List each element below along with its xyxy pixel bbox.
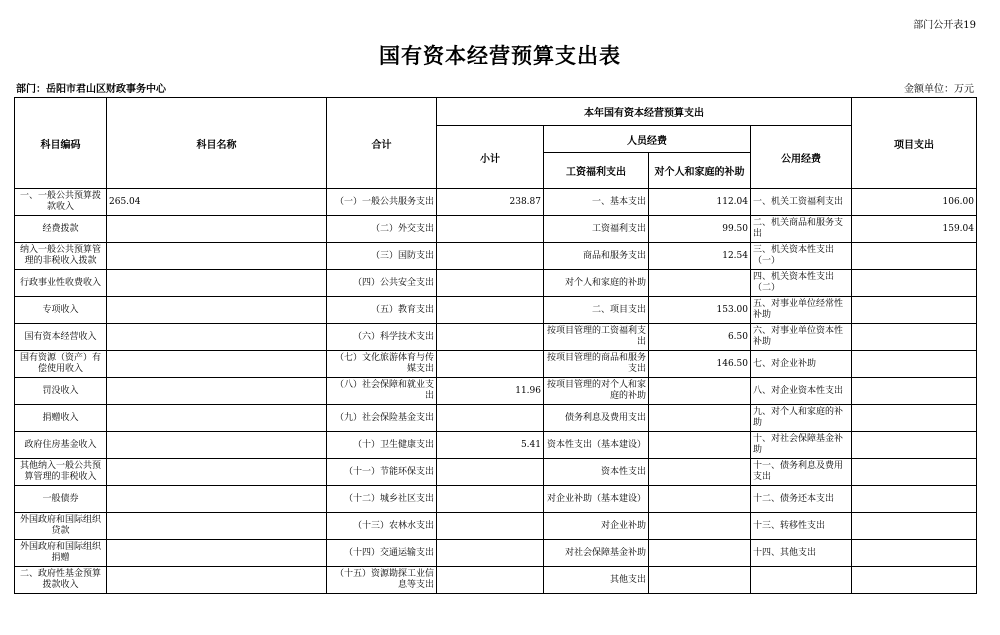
- table-cell-col4: [437, 513, 544, 540]
- table-cell-col8: [852, 459, 977, 486]
- table-row: [15, 216, 977, 243]
- table-cell-col1: 二、政府性基金预算拨款收入: [15, 567, 107, 594]
- table-cell-col1: 纳入一般公共预算管理的非税收入拨款: [15, 243, 107, 270]
- table-row: [15, 567, 977, 594]
- table-cell-col8: [852, 297, 977, 324]
- table-cell-col3: （五）教育支出: [327, 297, 437, 324]
- table-cell-col6: [649, 540, 751, 567]
- table-cell-col6: 146.50: [649, 351, 751, 378]
- table-cell-col5: 对企业补助: [544, 513, 649, 540]
- table-cell-col1: 捐赠收入: [15, 405, 107, 432]
- table-cell-col8: [852, 432, 977, 459]
- table-cell-col4: 238.87: [437, 189, 544, 216]
- table-cell-col1: 行政事业性收费收入: [15, 270, 107, 297]
- table-cell-col5: 按项目管理的工资福利支出: [544, 324, 649, 351]
- table-row: [15, 486, 977, 513]
- table-cell-col8: [852, 405, 977, 432]
- budget-expenditure-table: [14, 97, 977, 594]
- table-cell-col4: 5.41: [437, 432, 544, 459]
- table-cell-col1: 外国政府和国际组织捐赠: [15, 540, 107, 567]
- table-cell-col2: [107, 513, 327, 540]
- table-cell-col1: 国有资源（资产）有偿使用收入: [15, 351, 107, 378]
- table-cell-col6: [649, 378, 751, 405]
- table-cell-col5: 资本性支出: [544, 459, 649, 486]
- table-cell-col3: （十）卫生健康支出: [327, 432, 437, 459]
- table-cell-col8: [852, 486, 977, 513]
- table-cell-col3: （八）社会保障和就业支出: [327, 378, 437, 405]
- table-cell-col5: 对社会保障基金补助: [544, 540, 649, 567]
- table-cell-col4: [437, 405, 544, 432]
- table-cell-col8: 159.04: [852, 216, 977, 243]
- table-cell-col5: 工资福利支出: [544, 216, 649, 243]
- table-cell-col4: [437, 324, 544, 351]
- table-cell-col6: [649, 405, 751, 432]
- table-cell-col7: 十三、转移性支出: [751, 513, 852, 540]
- table-cell-col2: [107, 351, 327, 378]
- table-cell-col7: 十二、债务还本支出: [751, 486, 852, 513]
- table-cell-col1: 经费拨款: [15, 216, 107, 243]
- table-cell-col8: [852, 567, 977, 594]
- table-row: [15, 432, 977, 459]
- table-cell-col3: （七）文化旅游体育与传媒支出: [327, 351, 437, 378]
- table-cell-col8: [852, 270, 977, 297]
- page-title: 国有资本经营预算支出表: [379, 43, 621, 68]
- table-cell-col1: 外国政府和国际组织贷款: [15, 513, 107, 540]
- table-cell-col6: 6.50: [649, 324, 751, 351]
- table-cell-col8: [852, 378, 977, 405]
- table-cell-col6: [649, 513, 751, 540]
- table-cell-col3: （十三）农林水支出: [327, 513, 437, 540]
- table-cell-col2: [107, 432, 327, 459]
- table-cell-col2: [107, 567, 327, 594]
- header-subtotal: 小计: [437, 126, 544, 189]
- table-row: [15, 459, 977, 486]
- table-cell-col4: [437, 243, 544, 270]
- table-cell-col5: 其他支出: [544, 567, 649, 594]
- table-cell-col7: 六、对事业单位资本性补助: [751, 324, 852, 351]
- table-cell-col6: 99.50: [649, 216, 751, 243]
- table-cell-col6: 12.54: [649, 243, 751, 270]
- table-cell-col4: [437, 486, 544, 513]
- form-number: 部门公开表19: [913, 20, 976, 31]
- table-cell-col6: [649, 270, 751, 297]
- table-cell-col4: [437, 540, 544, 567]
- table-cell-col4: [437, 216, 544, 243]
- table-cell-col5: 二、项目支出: [544, 297, 649, 324]
- table-cell-col4: [437, 459, 544, 486]
- table-cell-col3: （十一）节能环保支出: [327, 459, 437, 486]
- table-cell-col2: [107, 378, 327, 405]
- table-cell-col7: 二、机关商品和服务支出: [751, 216, 852, 243]
- table-row: [15, 540, 977, 567]
- table-cell-col1: 国有资本经营收入: [15, 324, 107, 351]
- table-cell-col6: 153.00: [649, 297, 751, 324]
- table-cell-col3: （二）外交支出: [327, 216, 437, 243]
- table-cell-col5: 按项目管理的商品和服务支出: [544, 351, 649, 378]
- table-cell-col3: （十四）交通运输支出: [327, 540, 437, 567]
- table-cell-col2: [107, 405, 327, 432]
- table-cell-col2: [107, 270, 327, 297]
- table-cell-col4: [437, 567, 544, 594]
- table-cell-col2: [107, 243, 327, 270]
- table-cell-col1: 一、一般公共预算拨款收入: [15, 189, 107, 216]
- table-cell-col4: [437, 351, 544, 378]
- table-cell-col7: 一、机关工资福利支出: [751, 189, 852, 216]
- table-cell-col3: （十五）资源勘探工业信息等支出: [327, 567, 437, 594]
- table-cell-col6: 112.04: [649, 189, 751, 216]
- table-cell-col3: （一）一般公共服务支出: [327, 189, 437, 216]
- table-cell-col7: 十四、其他支出: [751, 540, 852, 567]
- header-personnel: 人员经费: [544, 126, 751, 153]
- table-cell-col1: 罚没收入: [15, 378, 107, 405]
- department-label: 部门：岳阳市君山区财政事务中心: [16, 84, 166, 95]
- table-row: [15, 297, 977, 324]
- table-cell-col6: [649, 567, 751, 594]
- header-household-subsidy: 对个人和家庭的补助: [649, 153, 751, 189]
- table-cell-col4: [437, 297, 544, 324]
- table-cell-col5: 对企业补助（基本建设）: [544, 486, 649, 513]
- table-cell-col7: 九、对个人和家庭的补助: [751, 405, 852, 432]
- table-cell-col7: 十、对社会保障基金补助: [751, 432, 852, 459]
- table-cell-col3: （九）社会保险基金支出: [327, 405, 437, 432]
- table-cell-col7: 四、机关资本性支出（二）: [751, 270, 852, 297]
- header-project: 项目支出: [852, 98, 977, 189]
- header-current-year: 本年国有资本经营预算支出: [437, 98, 852, 126]
- table-cell-col8: [852, 540, 977, 567]
- table-row: [15, 513, 977, 540]
- table-cell-col6: [649, 459, 751, 486]
- table-row: [15, 405, 977, 432]
- table-cell-col1: 其他纳入一般公共预算管理的非税收入: [15, 459, 107, 486]
- table-cell-col2: [107, 540, 327, 567]
- table-cell-col7: 七、对企业补助: [751, 351, 852, 378]
- header-total: 合计: [327, 98, 437, 189]
- table-cell-col1: 专项收入: [15, 297, 107, 324]
- table-row: [15, 243, 977, 270]
- table-cell-col8: [852, 243, 977, 270]
- header-public-funds: 公用经费: [751, 126, 852, 189]
- table-row: [15, 351, 977, 378]
- table-cell-col3: （六）科学技术支出: [327, 324, 437, 351]
- table-cell-col3: （十二）城乡社区支出: [327, 486, 437, 513]
- table-row: [15, 189, 977, 216]
- table-cell-col7: [751, 567, 852, 594]
- table-cell-col3: （三）国防支出: [327, 243, 437, 270]
- table-cell-col4: [437, 270, 544, 297]
- header-code: 科目编码: [15, 98, 107, 189]
- table-cell-col2: 265.04: [107, 189, 327, 216]
- table-cell-col2: [107, 216, 327, 243]
- table-row: [15, 378, 977, 405]
- table-cell-col7: 十一、债务利息及费用支出: [751, 459, 852, 486]
- table-cell-col2: [107, 459, 327, 486]
- table-cell-col5: 对个人和家庭的补助: [544, 270, 649, 297]
- table-cell-col7: 五、对事业单位经常性补助: [751, 297, 852, 324]
- table-cell-col6: [649, 486, 751, 513]
- table-cell-col7: 三、机关资本性支出（一）: [751, 243, 852, 270]
- table-cell-col4: 11.96: [437, 378, 544, 405]
- table-cell-col3: （四）公共安全支出: [327, 270, 437, 297]
- table-cell-col1: 一般债券: [15, 486, 107, 513]
- table-cell-col2: [107, 486, 327, 513]
- table-cell-col2: [107, 297, 327, 324]
- table-cell-col6: [649, 432, 751, 459]
- table-cell-col5: 债务利息及费用支出: [544, 405, 649, 432]
- table-body: [15, 189, 977, 594]
- table-cell-col7: 八、对企业资本性支出: [751, 378, 852, 405]
- table-cell-col8: [852, 513, 977, 540]
- table-cell-col2: [107, 324, 327, 351]
- table-cell-col1: 政府住房基金收入: [15, 432, 107, 459]
- table-cell-col5: 商品和服务支出: [544, 243, 649, 270]
- table-cell-col5: 一、基本支出: [544, 189, 649, 216]
- amount-unit-label: 金额单位：万元: [904, 84, 974, 95]
- table-cell-col5: 按项目管理的对个人和家庭的补助: [544, 378, 649, 405]
- table-cell-col8: [852, 351, 977, 378]
- header-name: 科目名称: [107, 98, 327, 189]
- table-row: [15, 270, 977, 297]
- header-salary-welfare: 工资福利支出: [544, 153, 649, 189]
- table-cell-col8: [852, 324, 977, 351]
- table-cell-col8: 106.00: [852, 189, 977, 216]
- table-row: [15, 324, 977, 351]
- table-cell-col5: 资本性支出（基本建设）: [544, 432, 649, 459]
